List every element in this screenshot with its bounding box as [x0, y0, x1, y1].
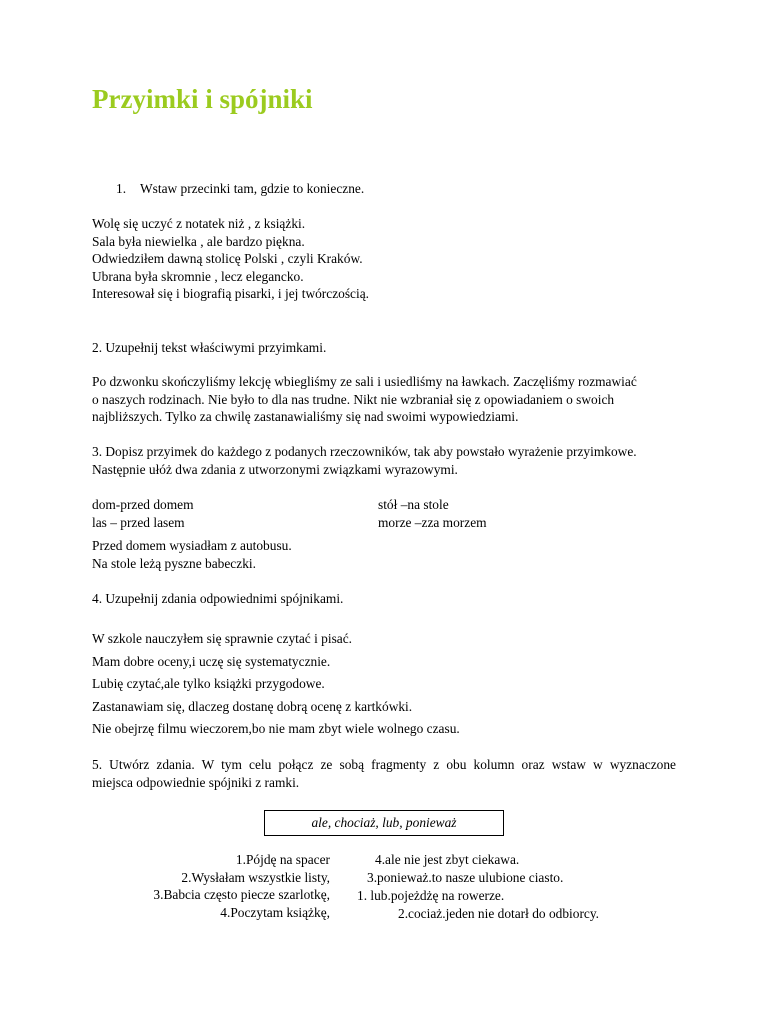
task1-line: Ubrana była skromnie , lecz elegancko. — [92, 268, 304, 284]
task5-right-item: 3.ponieważ.to nasze ulubione ciasto. — [367, 870, 564, 885]
task1-line: Odwiedziłem dawną stolicę Polski , czyli Kraków. — [92, 251, 363, 267]
task5-right-item: 2.cociaż.jeden nie dotarł do odbiorcy. — [398, 906, 600, 921]
task1-sentences — [92, 215, 369, 303]
task3-right-item: morze –zza morzem — [378, 514, 487, 530]
task5-left-column — [120, 851, 330, 921]
task4-line: Zastanawiam się, dlaczeg dostanę dobrą ocenę z kartkówki. — [92, 698, 413, 714]
task5-heading-line: 5. Utwórz zdania. W tym celu połącz ze sobą fragmenty z obu kolumn oraz wstaw w wyznaczone — [92, 757, 676, 772]
task4-line: Mam dobre oceny,i uczę się systematycznie. — [92, 653, 331, 669]
page-title: Przyimki i spójniki — [92, 84, 313, 114]
task3-sentences — [92, 537, 292, 572]
task2-heading: 2. Uzupełnij tekst właściwymi przyimkami. — [92, 340, 327, 355]
task5-left-item: 4.Poczytam książkę, — [220, 904, 330, 920]
task5-heading-line: miejsca odpowiednie spójniki z ramki. — [92, 775, 300, 790]
task2-line: o naszych rodzinach. Nie było to dla nas trudne. Nikt nie wzbraniał się z opowiadaniem o swoich — [92, 391, 615, 407]
task1-heading: Wstaw przecinki tam, gdzie to konieczne. — [140, 181, 365, 196]
task5-left-item: 2.Wysłałam wszystkie listy, — [181, 869, 330, 885]
task3-sentence: Przed domem wysiadłam z autobusu. — [92, 538, 292, 553]
task1-number: 1. — [116, 181, 127, 196]
task2-text — [92, 373, 676, 426]
task5-right-item: 4.ale nie jest zbyt ciekawa. — [375, 852, 520, 867]
task3-sentence: Na stole leżą pyszne babeczki. — [92, 555, 256, 571]
task4-heading: 4. Uzupełnij zdania odpowiednimi spójnikami. — [92, 591, 344, 606]
task3-right-column — [378, 496, 487, 531]
task3-heading-line: 3. Dopisz przyimek do każdego z podanych rzeczowników, tak aby powstało wyrażenie przyimkowe. — [92, 444, 637, 459]
task1-line: Sala była niewielka , ale bardzo piękna. — [92, 233, 305, 249]
task5-left-item: 3.Babcia często piecze szarlotkę, — [153, 887, 330, 903]
task2-line: najbliższych. Tylko za chwilę zastanawialiśmy się nad swoimi wypowiedziami. — [92, 409, 519, 425]
task3-heading — [92, 443, 637, 478]
task3-left-column — [92, 496, 194, 531]
conjunctions-box: ale, chociaż, lub, ponieważ — [264, 810, 504, 836]
task4-sentences — [92, 628, 460, 741]
task3-left-item: dom-przed domem — [92, 497, 194, 512]
task4-line: W szkole nauczyłem się sprawnie czytać i pisać. — [92, 631, 353, 646]
task1-line: Interesował się i biografią pisarki, i jej twórczością. — [92, 286, 370, 302]
task4-line: Nie obejrzę filmu wieczorem,bo nie mam zbyt wiele wolnego czasu. — [92, 721, 460, 736]
task3-left-item: las – przed lasem — [92, 514, 185, 530]
task4-line: Lubię czytać,ale tylko książki przygodowe. — [92, 676, 325, 691]
task5-right-item: 1. lub.pojeżdżę na rowerze. — [357, 888, 505, 903]
task2-line: Po dzwonku skończyliśmy lekcję wbiegliśmy ze sali i usiedliśmy na ławkach. Zaczęliśmy rozmawiać — [92, 374, 637, 389]
task1-line: Wolę się uczyć z notatek niż , z książki. — [92, 216, 306, 231]
task3-right-item: stół –na stole — [378, 497, 449, 512]
task5-left-item: 1.Pójdę na spacer — [235, 852, 330, 867]
task3-heading-line: Następnie ułóż dwa zdania z utworzonymi związkami wyrazowymi. — [92, 461, 458, 477]
